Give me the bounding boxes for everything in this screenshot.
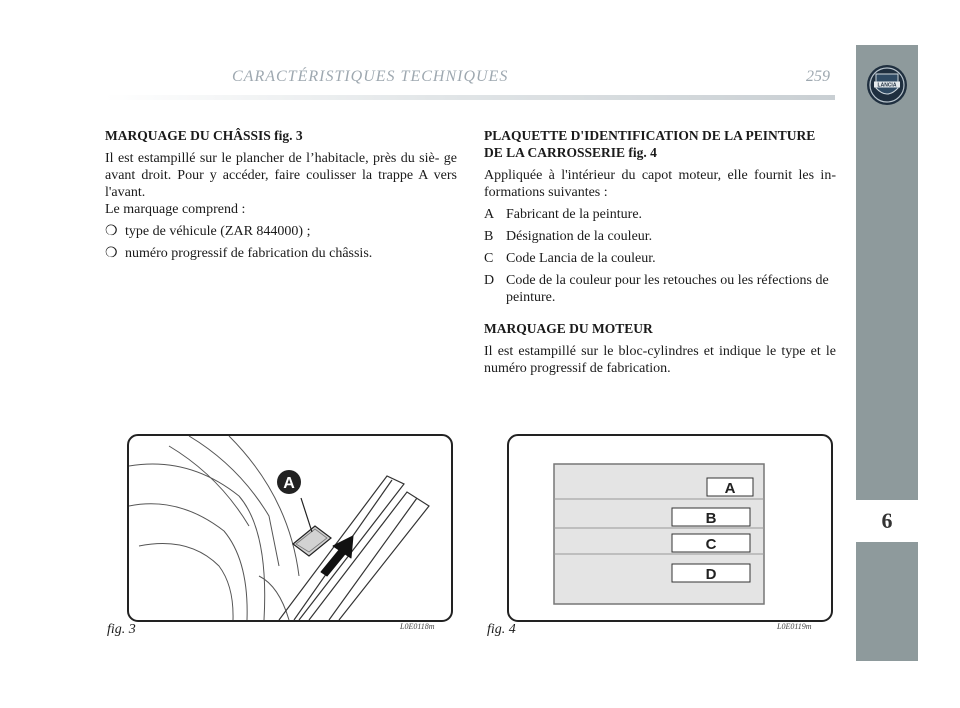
item-text: Code Lancia de la couleur.: [506, 251, 656, 266]
figure-4-code: L0E0119m: [777, 622, 812, 631]
figure-3-chassis-marking: [127, 434, 453, 622]
callout-a-badge: [277, 470, 301, 494]
header-title: CARACTÉRISTIQUES TECHNIQUES: [232, 68, 509, 85]
left-column: [105, 127, 457, 262]
list-item: [484, 250, 836, 267]
sidebar: [856, 45, 918, 661]
item-text: Code de la couleur pour les retouches ou les réfections de peinture.: [506, 273, 829, 305]
plate-label-b: B: [705, 510, 717, 527]
paint-plate-heading: PLAQUETTE D'IDENTIFICATION DE LA PEINTURE DE LA CARROSSERIE fig. 4: [484, 128, 816, 160]
list-item: [105, 223, 457, 240]
list-item: [484, 206, 836, 223]
item-text: Fabricant de la peinture.: [506, 207, 643, 222]
chassis-heading: MARQUAGE DU CHÂSSIS fig. 3: [105, 128, 303, 143]
chassis-paragraph: Il est estampillé sur le plancher de l’habitacle, près du siè- ge avant droit. Pour y accéder, faire coulisser la trappe A vers l'avant.: [105, 151, 457, 200]
figure-3-label: fig. 3: [107, 622, 136, 637]
bullet-circle-icon: ❍: [105, 246, 118, 261]
item-key: C: [484, 251, 494, 266]
bullet-text: type de véhicule (ZAR 844000) ;: [125, 224, 311, 239]
plate-field-b: [672, 508, 750, 527]
list-item: [484, 228, 836, 245]
paint-plate-illustration: [509, 436, 831, 620]
plate-label-a: A: [724, 480, 736, 497]
figure-3-code: L0E0118m: [400, 622, 435, 631]
header-rule: [105, 95, 835, 100]
paint-plate-intro: Appliquée à l'intérieur du capot moteur, elle fournit les in- formations suivantes :: [484, 168, 836, 200]
seat-floor-illustration: [129, 436, 451, 620]
item-key: D: [484, 273, 495, 288]
item-key: B: [484, 229, 494, 244]
logo-text: LANCIA: [877, 82, 897, 89]
plate-field-a: [707, 478, 753, 497]
item-text: Désignation de la couleur.: [506, 229, 653, 244]
plate-label-c: C: [705, 536, 717, 553]
chassis-marking-intro: Le marquage comprend :: [105, 202, 246, 217]
plate-field-c: [672, 534, 750, 553]
item-key: A: [484, 207, 495, 222]
lancia-logo-icon: [866, 64, 908, 106]
bullet-text: numéro progressif de fabrication du châssis.: [125, 246, 373, 261]
list-item: [105, 245, 457, 262]
figure-4-paint-plate: [507, 434, 833, 622]
page-number: 259: [806, 68, 830, 85]
right-column: [484, 127, 836, 377]
bullet-circle-icon: ❍: [105, 224, 118, 239]
list-item: [484, 272, 836, 306]
callout-a-label: A: [283, 475, 295, 492]
plate-field-d: [672, 564, 750, 583]
chapter-tab[interactable]: 6: [856, 500, 918, 542]
figure-4-label: fig. 4: [487, 622, 516, 637]
engine-paragraph: Il est estampillé sur le bloc-cylindres et indique le type et le numéro progressif de fabrication.: [484, 344, 836, 376]
plate-label-d: D: [705, 566, 717, 583]
engine-heading: MARQUAGE DU MOTEUR: [484, 321, 653, 336]
